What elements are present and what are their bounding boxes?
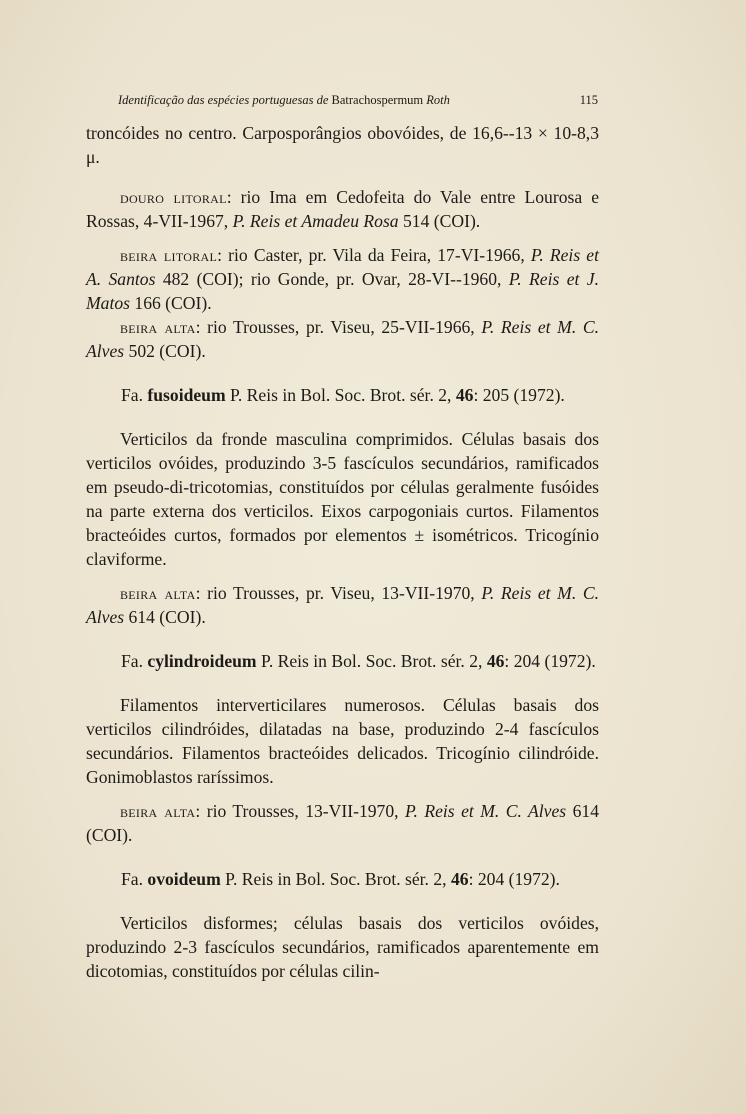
collector: P. Reis et J. Matos [86, 269, 599, 313]
description-fusoideum: Verticilos da fronde masculina comprimidos. Células basais dos verticilos ovóides, produzindo 3-5 fascículos secundários, ramificados em pseudo-di-tricotomias, constituídos por células geralmente fusóides na parte externa dos verticilos. Eixos carpogoniais curtos. Filamentos bracteóides curtos, formados por elementos ± isométricos. Tricogínio claviforme. [86, 429, 599, 569]
collector: P. Reis et M. C. Alves [86, 583, 599, 627]
body-text [86, 121, 599, 983]
form-heading-fusoideum: Fa. fusoideum P. Reis in Bol. Soc. Brot. sér. 2, 46: 205 (1972). [121, 385, 565, 405]
running-title: Identificação das espécies portuguesas de [118, 93, 329, 107]
collector: P. Reis et A. Santos [86, 245, 599, 289]
genus-name: Batrachospermum [331, 93, 424, 107]
form-heading-ovoideum: Fa. ovoideum P. Reis in Bol. Soc. Brot. sér. 2, 46: 204 (1972). [121, 869, 560, 889]
taxon-name: fusoideum [147, 385, 226, 405]
collector: P. Reis et M. C. Alves [405, 801, 567, 821]
collector: P. Reis et Amadeu Rosa [232, 211, 399, 231]
region-name: beira litoral [120, 245, 218, 265]
continuation-paragraph: troncóides no centro. Carposporângios obovóides, de 16,6--13 × 10-8,3 μ. [86, 123, 599, 167]
region-name: douro litoral [120, 187, 227, 207]
genus-author: Roth [426, 93, 450, 107]
description-ovoideum: Verticilos disformes; células basais dos verticilos ovóides, produzindo 2-3 fascículos secundários, ramificados aparentemente em dicotomias, constituídos por células cilin- [86, 913, 599, 981]
record-beira-litoral: beira litoral: rio Caster, pr. Vila da Feira, 17-VI-1966, P. Reis et A. Santos 482 (COI); rio Gonde, pr. Ovar, 28-VI--1960, P. Reis et J. Matos 166 (COI). [86, 245, 599, 313]
page-number: 115 [579, 93, 598, 107]
form-heading-cylindroideum: Fa. cylindroideum P. Reis in Bol. Soc. Brot. sér. 2, 46: 204 (1972). [121, 651, 596, 671]
description-cylindroideum: Filamentos interverticilares numerosos. Células basais dos verticilos cilindróides, dilatadas na base, produzindo 2-4 fascículos secundários. Filamentos bracteóides delicados. Tricogínio cilindróide. Gonimoblastos raríssimos. [86, 695, 599, 787]
region-name: beira alta [120, 583, 196, 603]
record-beira-alta-3: beira alta: rio Trousses, 13-VII-1970, P. Reis et M. C. Alves 614 (COI). [86, 801, 600, 845]
taxon-name: ovoideum [147, 869, 221, 889]
running-header [118, 93, 598, 108]
collector: P. Reis et M. C. Alves [86, 317, 599, 361]
record-beira-alta-1: beira alta: rio Trousses, pr. Viseu, 25-VII-1966, P. Reis et M. C. Alves 502 (COI). [86, 317, 599, 361]
region-name: beira alta [120, 801, 196, 821]
record-beira-alta-2: beira alta: rio Trousses, pr. Viseu, 13-VII-1970, P. Reis et M. C. Alves 614 (COI). [86, 583, 599, 627]
record-douro-litoral: douro litoral: rio Ima em Cedofeita do Vale entre Lourosa e Rossas, 4-VII-1967, P. Reis et Amadeu Rosa 514 (COI). [86, 187, 599, 231]
taxon-name: cylindroideum [147, 651, 257, 671]
region-name: beira alta [120, 317, 196, 337]
